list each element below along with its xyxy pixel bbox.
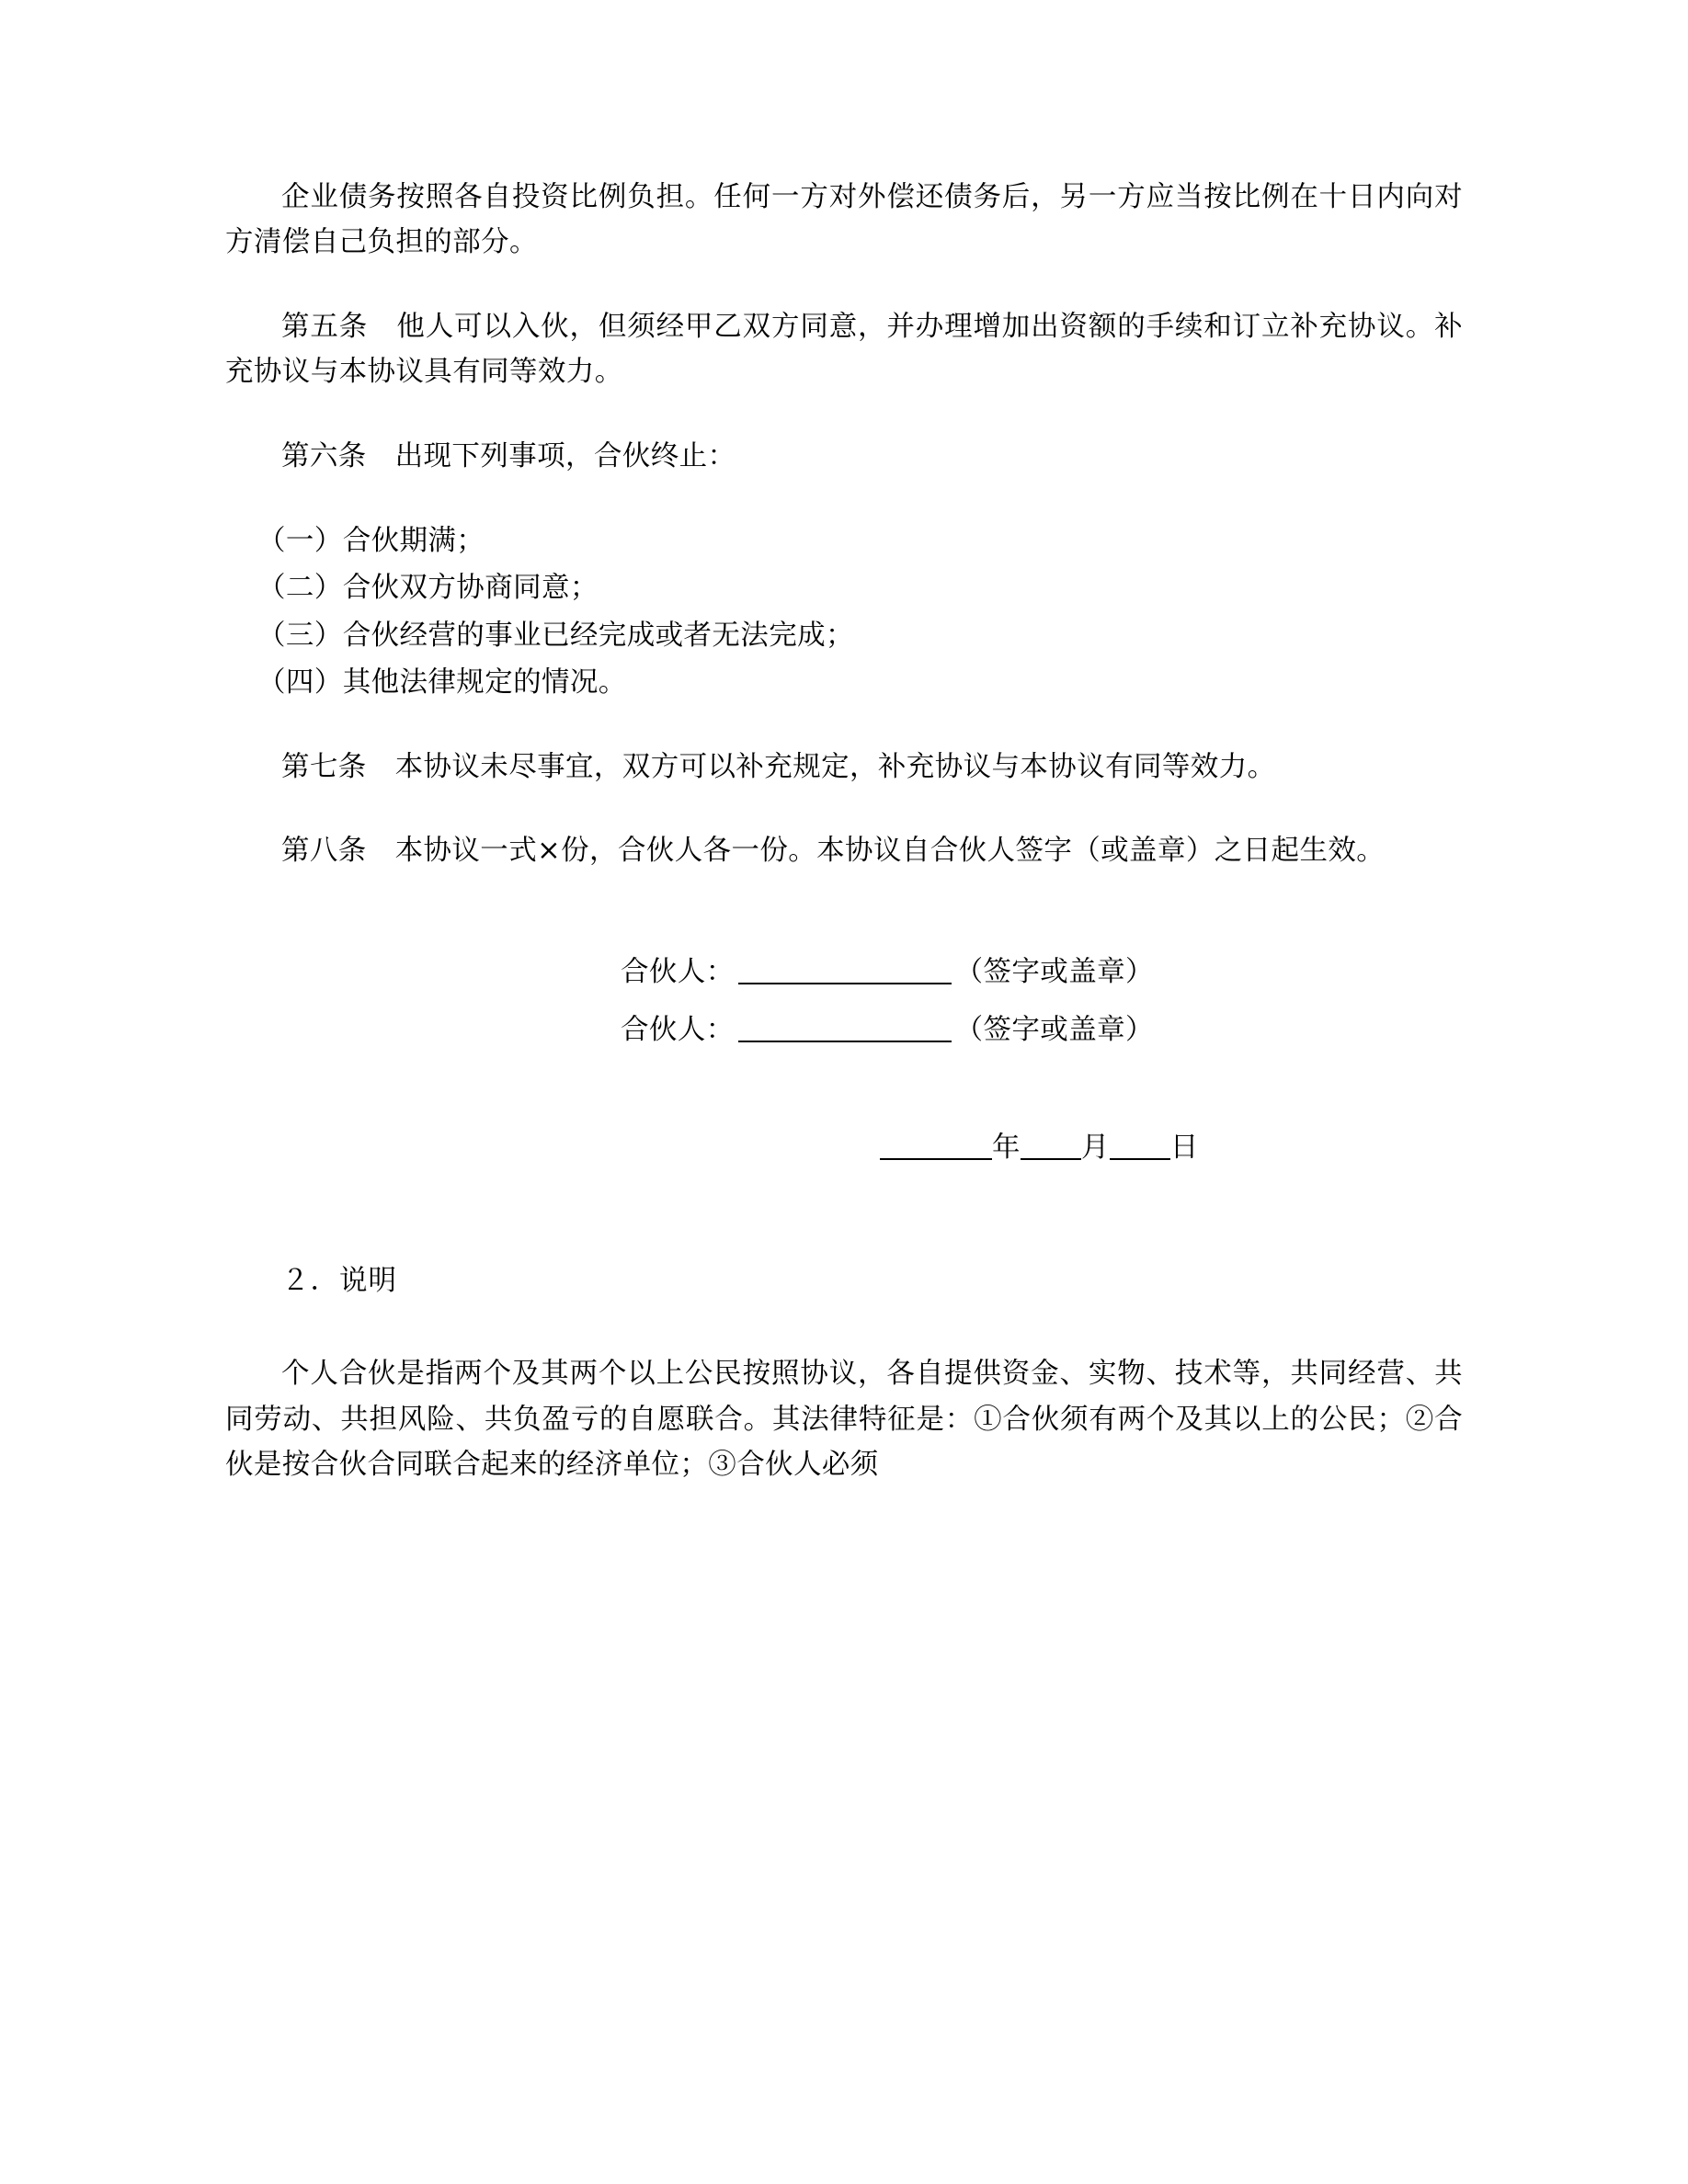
clause-five-paragraph: 第五条 他人可以入伙，但须经甲乙双方同意，并办理增加出资额的手续和订立补充协议。补充协议与本协议具有同等效力。 (225, 310, 1463, 389)
clause-debt-paragraph: 企业债务按照各自投资比例负担。任何一方对外偿还债务后，另一方应当按比例在十日内向对方清偿自己负担的部分。 (225, 181, 1463, 259)
clause-eight-paragraph: 第八条 本协议一式×份，合伙人各一份。本协议自合伙人签字（或盖章）之日起生效。 (281, 835, 1386, 868)
document-body (225, 175, 1463, 1488)
list-item: （四）其他法律规定的情况。 (257, 665, 627, 699)
list-item: （三）合伙经营的事业已经完成或者无法完成； (257, 619, 854, 652)
date-day-blank (1110, 1158, 1170, 1160)
signature-label: 合伙人： (621, 1014, 735, 1047)
list-item: （一）合伙期满； (257, 525, 485, 558)
signature-block (225, 950, 1463, 1053)
date-day-label: 日 (1169, 1131, 1199, 1164)
section-heading: ２．说明 (281, 1265, 397, 1297)
date-year-blank (880, 1158, 992, 1160)
clause-seven-paragraph: 第七条 本协议未尽事宜，双方可以补充规定，补充协议与本协议有同等效力。 (281, 750, 1276, 783)
signature-line (621, 950, 1463, 995)
date-month-blank (1021, 1158, 1081, 1160)
date-year-label: 年 (992, 1131, 1021, 1164)
list-item: （二）合伙双方协商同意； (257, 572, 599, 605)
signature-blank (738, 983, 952, 984)
date-block (225, 1125, 1463, 1170)
signature-note: （签字或盖章） (954, 955, 1154, 988)
signature-note: （签字或盖章） (954, 1014, 1154, 1047)
clause-six-list (225, 518, 1463, 706)
date-month-label: 月 (1080, 1131, 1110, 1164)
signature-label: 合伙人： (621, 955, 735, 988)
section-paragraph: 个人合伙是指两个及其两个以上公民按照协议，各自提供资金、实物、技术等，共同经营、共同劳动、共担风险、共负盈亏的自愿联合。其法律特征是：①合伙须有两个及其以上的公民；②合伙是按合伙合同联合起来的经济单位；③合伙人必须 (225, 1358, 1463, 1482)
signature-line (621, 1007, 1463, 1052)
signature-blank (738, 1041, 952, 1042)
clause-six-paragraph: 第六条 出现下列事项，合伙终止： (281, 439, 736, 472)
